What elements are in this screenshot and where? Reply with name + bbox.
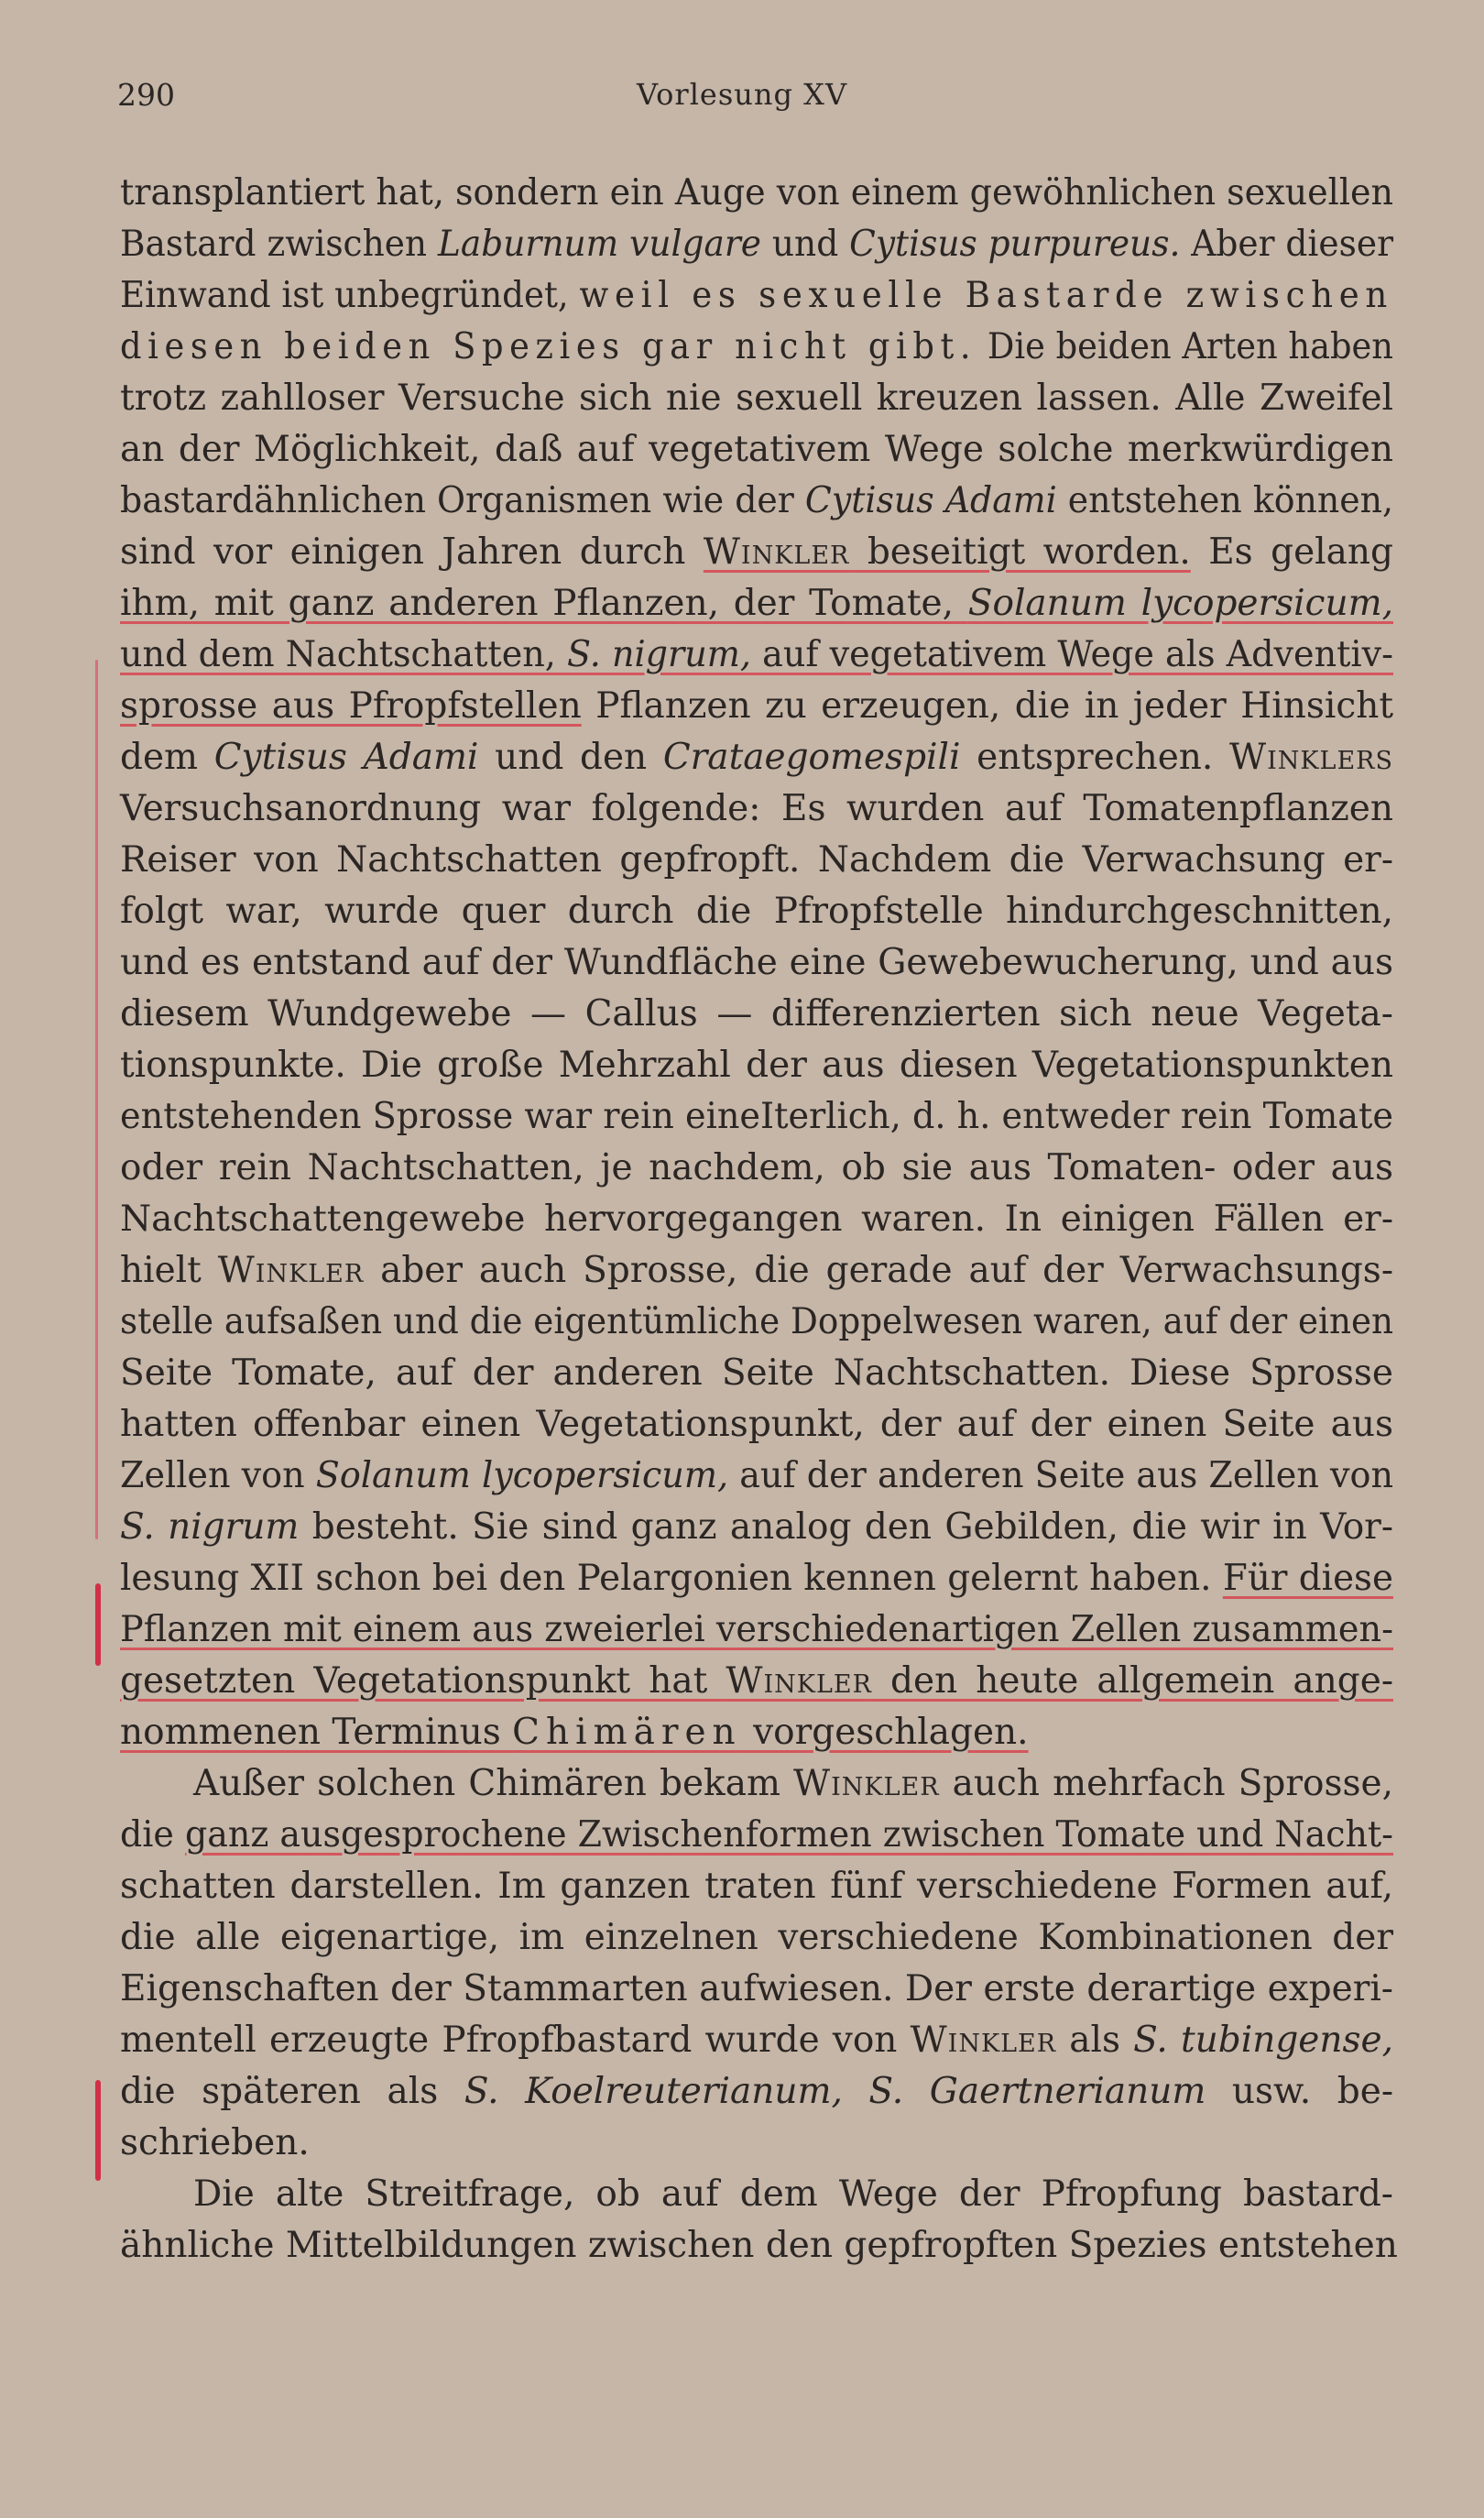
text-segment: Winkler <box>217 1250 365 1291</box>
text-segment: entsprechen. <box>960 737 1229 778</box>
text-segment: Cytisus Adami <box>213 737 479 778</box>
text-segment: bastardähnlichen Organismen wie der <box>120 480 805 521</box>
text-line <box>120 783 1393 835</box>
text-segment: Versuchsanordnung war folgende: Es wurden auf Tomatenpflanzen <box>120 788 1393 829</box>
text-line <box>120 1758 1393 1810</box>
text-segment: die alle eigenartige, im einzelnen verschiedene Kombinationen der <box>120 1917 1393 1958</box>
text-line <box>120 1553 1393 1604</box>
text-line <box>120 2169 1393 2220</box>
text-line <box>120 476 1393 527</box>
margin-annotation-mark <box>95 660 98 1539</box>
text-segment: entstehenden Sprosse war rein eineIterlich, d. h. entweder rein Tomate <box>120 1096 1393 1137</box>
text-segment: Crataegomespili <box>662 737 961 778</box>
text-line <box>120 1810 1393 1861</box>
text-line <box>120 1091 1393 1143</box>
text-line <box>120 732 1393 783</box>
text-segment: aber auch Sprosse, die gerade auf der Verwachsungs- <box>364 1250 1393 1291</box>
text-segment: Winkler <box>793 1763 940 1804</box>
text-segment: Seite Tomate, auf der anderen Seite Nachtschatten. Diese Sprosse <box>120 1352 1393 1394</box>
text-segment: schrieben. <box>120 2122 310 2163</box>
text-segment: den heute allgemein ange- <box>871 1660 1393 1702</box>
text-segment: hatten offenbar einen Vegetationspunkt, der auf der einen Seite aus <box>120 1404 1393 1445</box>
text-line <box>120 270 1393 322</box>
text-line <box>120 219 1393 270</box>
text-line <box>120 322 1393 373</box>
text-segment: Reiser von Nachtschatten gepfropft. Nachdem die Verwachsung er- <box>120 839 1393 881</box>
text-segment: Eigenschaften der Stammarten aufwiesen. Der erste derartige experi- <box>120 1968 1393 2009</box>
margin-annotation-mark <box>95 1583 101 1666</box>
text-segment: auch mehrfach Sprosse, <box>939 1763 1393 1804</box>
text-segment: diesem Wundgewebe — Callus — differenzierten sich neue Vegeta- <box>120 993 1393 1035</box>
text-line <box>120 1399 1393 1451</box>
text-segment: als <box>1056 2020 1134 2061</box>
text-segment: Laburnum vulgare <box>437 224 761 265</box>
text-segment: Einwand ist unbegründet, <box>120 275 580 316</box>
text-line <box>120 578 1393 630</box>
text-segment: Zellen von <box>120 1455 316 1496</box>
text-segment: usw. be- <box>1206 2071 1393 2112</box>
text-segment: Winkler <box>910 2020 1057 2061</box>
text-segment: ihm, mit ganz anderen Pflanzen, der Tomate, <box>120 583 968 624</box>
text-line <box>120 1707 1393 1758</box>
text-line <box>120 1245 1393 1297</box>
text-segment: und <box>760 224 850 265</box>
text-segment: oder rein Nachtschatten, je nachdem, ob sie aus Tomaten- oder aus <box>120 1147 1393 1188</box>
text-segment: dem <box>120 737 214 778</box>
text-line <box>120 1348 1393 1399</box>
text-line <box>120 1451 1393 1502</box>
text-segment: hielt <box>120 1250 218 1291</box>
page-header <box>117 77 1367 123</box>
text-line <box>120 630 1393 681</box>
text-segment: weil es sexuelle Bastarde zwischen <box>579 275 1393 316</box>
text-segment: schatten darstellen. Im ganzen traten fünf verschiedene Formen auf, <box>120 1866 1393 1907</box>
text-segment: Cytisus purpureus. <box>849 224 1181 265</box>
text-segment: mentell erzeugte Pfropfbastard wurde von <box>120 2020 911 2061</box>
text-line <box>120 835 1393 886</box>
text-segment: Pflanzen zu erzeugen, die in jeder Hinsicht <box>581 685 1393 727</box>
text-segment: Cytisus Adami <box>804 480 1057 521</box>
text-segment: sprosse aus Pfropfstellen <box>120 685 582 727</box>
text-segment: Es gelang <box>1190 531 1393 573</box>
text-segment: beseitigt worden. <box>849 531 1191 573</box>
text-segment: und dem Nachtschatten, <box>120 634 567 675</box>
text-line <box>120 1964 1393 2015</box>
text-segment: Aber dieser <box>1180 224 1393 265</box>
text-segment: Außer solchen Chimären bekam <box>193 1763 794 1804</box>
running-head: Vorlesung XV <box>636 77 848 112</box>
margin-annotation-mark <box>95 2080 101 2181</box>
text-segment: Solanum lycopersicum, <box>967 583 1393 624</box>
text-line <box>120 373 1393 424</box>
text-segment: folgt war, wurde quer durch die Pfropfstelle hindurchgeschnitten, <box>120 891 1393 932</box>
text-segment: an der Möglichkeit, daß auf vegetativem Wege solche merkwürdigen <box>120 429 1393 470</box>
text-segment: Chimären <box>512 1712 742 1753</box>
text-segment: S. nigrum, <box>566 634 752 675</box>
text-segment: gesetzten Vegetationspunkt hat <box>120 1660 726 1702</box>
text-line <box>120 937 1393 989</box>
text-segment: tionspunkte. Die große Mehrzahl der aus diesen Vegetationspunkten <box>120 1045 1393 1086</box>
text-segment: S. tubingense, <box>1133 2020 1393 2061</box>
text-line <box>120 424 1393 476</box>
text-segment: transplantiert hat, sondern ein Auge von einem gewöhnlichen sexuellen <box>120 172 1393 213</box>
text-line <box>120 1656 1393 1707</box>
text-segment: ganz ausgesprochene Zwischenformen zwischen Tomate und Nacht- <box>184 1814 1393 1856</box>
text-segment: Pflanzen mit einem aus zweierlei verschiedenartigen Zellen zusammen- <box>120 1609 1393 1650</box>
text-segment: nommenen Terminus <box>120 1712 513 1753</box>
text-line <box>120 681 1393 732</box>
text-segment: Winkler <box>726 1660 872 1702</box>
text-segment: Nachtschattengewebe hervorgegangen waren. In einigen Fällen er- <box>120 1199 1393 1240</box>
text-line <box>120 2220 1398 2272</box>
text-line <box>120 2015 1393 2066</box>
text-segment: diesen beiden Spezies gar nicht gibt. <box>120 326 977 367</box>
text-line <box>120 1912 1393 1964</box>
text-segment: die <box>120 1814 185 1856</box>
text-segment: und es entstand auf der Wundfläche eine Gewebewucherung, und aus <box>120 942 1393 983</box>
text-segment: S. nigrum <box>120 1506 300 1548</box>
text-segment: stelle aufsaßen und die eigentümliche Doppelwesen waren, auf der einen <box>120 1301 1393 1342</box>
text-line <box>120 1502 1393 1553</box>
text-segment: Die beiden Arten haben <box>977 326 1393 367</box>
text-segment: die späteren als <box>120 2071 464 2112</box>
text-line <box>120 886 1393 937</box>
text-line <box>120 989 1393 1040</box>
text-segment: und den <box>478 737 663 778</box>
text-segment: sind vor einigen Jahren durch <box>120 531 704 573</box>
text-line <box>120 2066 1393 2118</box>
text-segment: Winklers <box>1228 737 1393 778</box>
text-segment: Für diese <box>1222 1558 1393 1599</box>
text-segment: Die alte Streitfrage, ob auf dem Wege der Pfropfung bastard- <box>193 2173 1393 2215</box>
text-segment: trotz zahlloser Versuche sich nie sexuell kreuzen lassen. Alle Zweifel <box>120 378 1393 419</box>
text-line <box>120 1143 1393 1194</box>
text-segment: besteht. Sie sind ganz analog den Gebilden, die wir in Vor- <box>299 1506 1393 1548</box>
text-line <box>120 1861 1393 1912</box>
text-segment: Solanum lycopersicum, <box>315 1455 729 1496</box>
text-segment: Winkler <box>703 531 850 573</box>
text-segment: Bastard zwischen <box>120 224 438 265</box>
text-segment: lesung XII schon bei den Pelargonien kennen gelernt haben. <box>120 1558 1223 1599</box>
text-segment: S. Koelreuterianum, S. Gaertnerianum <box>464 2071 1206 2112</box>
text-line <box>120 1040 1393 1091</box>
text-segment: vorgeschlagen. <box>741 1712 1029 1753</box>
page-number: 290 <box>117 77 175 113</box>
text-segment: auf der anderen Seite aus Zellen von <box>728 1455 1393 1496</box>
text-line <box>120 527 1393 578</box>
text-line <box>120 2118 1393 2169</box>
text-segment: auf vegetativem Wege als Adventiv- <box>751 634 1393 675</box>
text-segment: entstehen können, <box>1056 480 1393 521</box>
text-segment: ähnliche Mittelbildungen zwischen den gepfropften Spezies entstehen <box>120 2225 1398 2266</box>
text-line <box>120 1194 1393 1245</box>
text-line <box>120 1604 1393 1656</box>
text-line <box>120 1297 1393 1348</box>
page-body-text <box>120 168 1398 2272</box>
text-line <box>120 168 1393 219</box>
